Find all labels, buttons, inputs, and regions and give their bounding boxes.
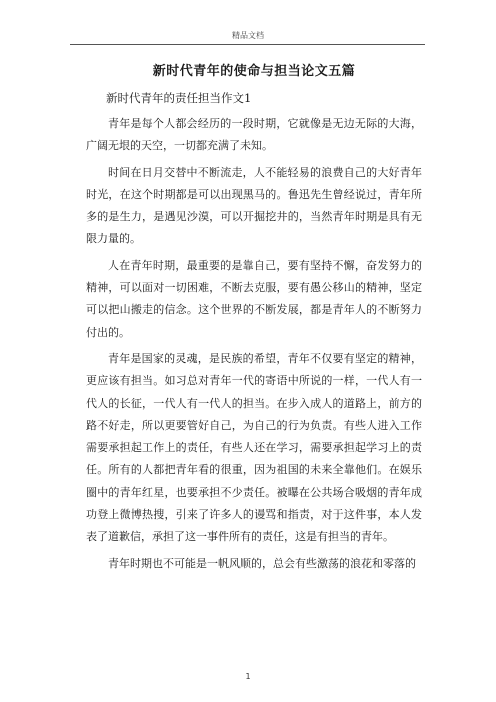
page-number: 1 [245, 672, 251, 681]
document-body [86, 62, 422, 579]
paragraph-4: 青年是国家的灵魂，是民族的希望，青年不仅要有坚定的精神，更应该有担当。如习总对青年一代的寄语中所说的一样，一代人有一代人的长征，一代人有一代人的担当。在步入成人的道路上，前方的路不好走，所以更要管好自己，为自己的行为负责。有些人进入工作需要承担起工作上的责任，有些人还在学习，需要承担起学习上的责任。所有的人都把青年看的很重，因为祖国的未来全靠他们。在娱乐圈中的青年红星，也要承担不少责任。被曝在公共场合吸烟的青年成功登上微博热搜，引来了许多人的谩骂和指责，对于这件事，本人发表了道歉信，承担了这一事件所有的责任，这是有担当的青年。 [86, 351, 422, 544]
paragraph-3: 人在青年时期，最重要的是靠自己，要有坚持不懈，奋发努力的精神，可以面对一切困难，不断去克服，要有愚公移山的精神，坚定可以把山搬走的信念。这个世界的不断发展，都是青年人的不断努力付出的。 [86, 258, 422, 339]
paragraph-5: 青年时期也不可能是一帆风顺的，总会有些激荡的浪花和零落的 [108, 556, 416, 570]
essay-subtitle: 新时代青年的责任担当作文1 [106, 91, 252, 105]
page-header: 精品文档 [232, 31, 264, 40]
paragraph-2: 时间在日月交替中不断流走，人不能轻易的浪费自己的大好青年时光，在这个时期都是可以出现黑马的。鲁迅先生曾经说过，青年所多的是生力，是遇见沙漠，可以开掘挖井的，当然青年时期是具有无限力量的。 [86, 165, 422, 246]
header-divider [70, 44, 425, 45]
paragraph-1: 青年是每个人都会经历的一段时期，它就像是无边无际的大海，广阔无垠的天空，一切都充满了未知。 [86, 117, 422, 153]
document-title: 新时代青年的使命与担当论文五篇 [152, 64, 356, 79]
